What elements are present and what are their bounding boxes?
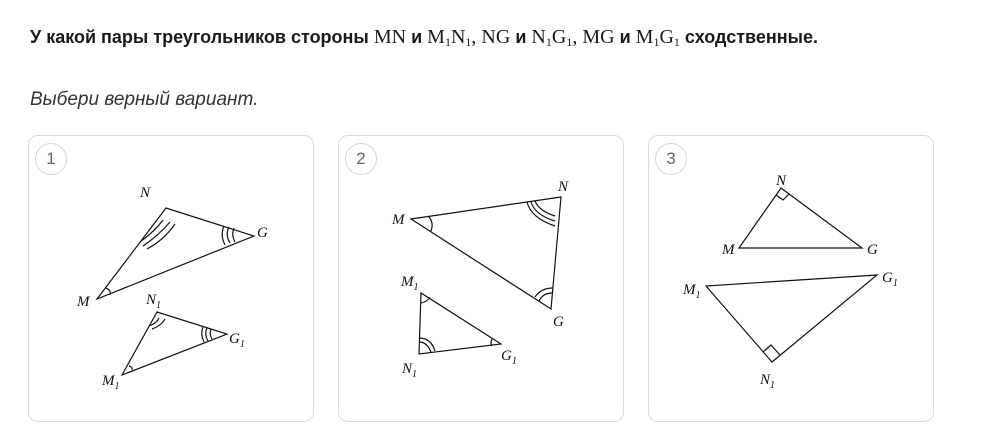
question-prefix: У какой пары треугольников стороны [30, 27, 369, 47]
option-number-3: 3 [655, 143, 687, 175]
label-n1: $N_1$ [402, 361, 418, 380]
label-g1: $G_1$ [501, 348, 517, 367]
label-n: N [140, 185, 151, 201]
label-m: M [392, 212, 405, 228]
question-and-2: и [515, 27, 527, 47]
triangle-m1n1g1 [706, 275, 877, 362]
triangles-figure-1 [29, 136, 315, 423]
label-m1: $M_1$ [102, 373, 120, 392]
side-m1g1: $M_1G_1$ [635, 26, 680, 49]
question-and-1: и [411, 27, 423, 47]
label-n: N [776, 173, 787, 189]
side-n1g1-mg: $N_1G_1$, MG [531, 26, 615, 49]
label-m: M [722, 242, 735, 258]
side-m1n1: $M_1N_1$, NG [427, 26, 511, 49]
triangles-figure-3 [649, 136, 935, 423]
question-and-3: и [619, 27, 631, 47]
option-card-1[interactable] [28, 135, 314, 422]
question-text [30, 26, 990, 49]
triangles-figure-2 [339, 136, 625, 423]
option-card-3[interactable] [648, 135, 934, 422]
label-g: G [257, 225, 268, 241]
triangle-mng [97, 208, 254, 299]
label-g: G [867, 242, 878, 258]
label-m1: $M_1$ [401, 274, 419, 293]
label-m1: $M_1$ [683, 282, 701, 301]
triangle-mng [739, 188, 862, 248]
side-mn: MN [373, 26, 407, 48]
triangle-m1n1g1 [122, 312, 227, 375]
question-suffix: сходственные. [684, 27, 818, 47]
label-g1: $G_1$ [229, 331, 245, 350]
option-number-1: 1 [35, 143, 67, 175]
option-card-2[interactable] [338, 135, 624, 422]
label-g1: $G_1$ [882, 270, 898, 289]
label-m: M [77, 294, 90, 310]
label-n1: $N_1$ [146, 292, 162, 311]
option-number-2: 2 [345, 143, 377, 175]
label-n: N [558, 179, 569, 195]
label-g: G [553, 314, 564, 330]
triangle-m1n1g1 [419, 293, 501, 354]
instruction-text: Выбери верный вариант. [30, 89, 259, 110]
label-n1: $N_1$ [760, 372, 776, 391]
